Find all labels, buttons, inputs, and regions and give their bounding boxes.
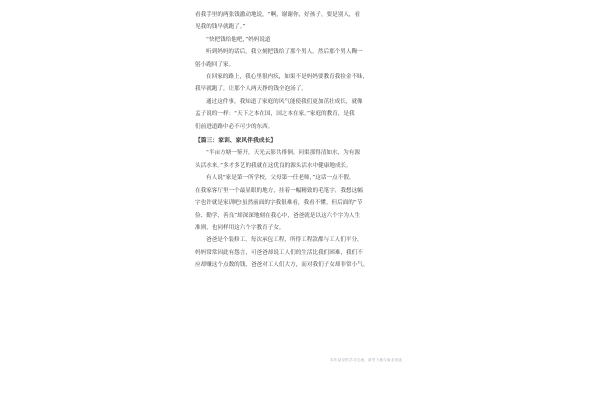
body-line: “快把钱给他吧，”妈妈说道 <box>206 36 271 43</box>
body-line: 在回家的路上，我心里很内疚，如果不是妈妈要教育我捡金不昧， <box>206 74 369 81</box>
body-line: 在我家客厅里一个最显眼的地方，挂着一幅精致的毛笔字，我想这幅 <box>195 187 363 194</box>
body-line: 字也许就是家训吧!虽然前面的字我很难看，我看不懂。但后面的“节 <box>195 200 363 207</box>
body-line: 们前进道路中必不可少的东西。 <box>195 123 274 130</box>
body-line: “半亩方塘一鉴开，天光云影共徘徊。问渠那得清如水，为有源 <box>206 150 360 157</box>
body-line: 有人说“家是第一所学校，父母第一任老师，”这话一点不假。 <box>206 175 355 182</box>
body-line: 应却赚这个点数的钱，爸爸对工人们大方，而对我们子女却非常小气。 <box>195 262 369 269</box>
body-line: 爸爸是个装修工，每次承包工程，所得工程款都与工人们平分， <box>206 237 363 244</box>
body-line: 头活水来。”多才多艺的我就在这优良的源头活水中健康地成长。 <box>195 162 352 169</box>
body-line: 准则，也同样用这六个字教育子女。 <box>195 224 285 231</box>
body-line: 看我手里的两张钱激动地说，“啊，谢谢你，好孩子，要是别人，看 <box>195 12 361 18</box>
body-line: 俭、勤学、善良”却深深地刻在我心中，爸爸就是以这六个字为人生 <box>195 212 361 219</box>
body-line: 妈妈常常因此有怨言，可爸爸却说工人们的生活比我们困难，我们不 <box>195 249 363 256</box>
body-line: 我早就跑了，让那个人两天挣的钱全泡汤了。 <box>195 86 307 93</box>
body-line: 听到妈妈的话后，我立刻把钱给了那个男人。然后那个男人鞠一 <box>206 49 363 56</box>
section-heading: 【篇三：家训、家风伴我成长】 <box>195 138 277 145</box>
watermark-text: 本作品仅供学习交流，请勿下载与商业用途 <box>330 358 403 362</box>
body-line: 孟子说的一样：“天下之本在国，国之本在家。”家庭的教育，是我 <box>195 111 355 118</box>
body-line: 躬小跑回了家。 <box>195 61 235 68</box>
body-line: 通过这件事，我知道了家庭的风气能使我们更加茁壮成长，就像 <box>206 98 363 105</box>
body-line: 见我的钱早就跑了。” <box>195 24 246 31</box>
document-page <box>195 10 395 273</box>
